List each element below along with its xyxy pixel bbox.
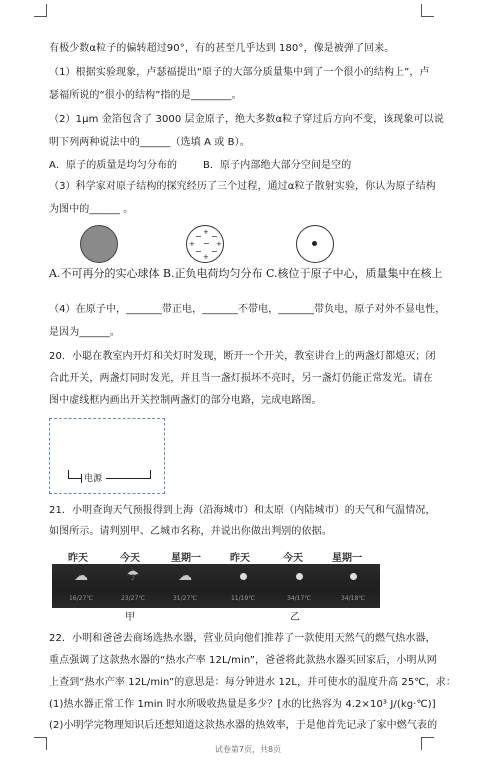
solid-sphere-model [80,225,118,263]
sun-icon [296,573,303,580]
temp-range: 34/18℃ [340,595,366,602]
day-label: 星期一 [171,553,201,564]
text-line: （4）在原子中，_______带正电，_______不带电，_______带负电，原子对外不显电性， [49,304,446,315]
text-line: (2)小明学完物理知识后还想知道这款热水器的热效率，于是他首先记录了家中燃气表的 [49,720,438,731]
circuit-dashed-box [49,418,165,494]
option-b: B．原子内部绝大部分空间是空的 [203,160,352,171]
text-line: （3）科学家对原子结构的探究经历了三个过程，通过α粒子散射实验，你认为原子结构 [49,181,436,192]
text-line: 上查到“热水产率 12L/min”的意思是：每分钟进水 12L，并可使水的温度升高 25℃，求： [49,677,456,688]
nuclear-model [296,225,334,263]
weather-cell [272,564,326,608]
text-line: (1)热水器正常工作 1min 时水所吸收热量是多少？[水的比热容为 4.2×10³ J/(kg·℃)] [49,699,436,710]
text-line: 有极少数α粒子的偏转超过90°，有的甚至几乎达到 180°，像是被弹了回来。 [49,43,395,54]
text-line: 合此开关，两盏灯同时发光，并且当一盏灯损坏不亮时，另一盏灯仍能正常发光。请在 [49,373,433,384]
text-line: 图中虚线框内画出开关控制两盏灯的部分电路，完成电路图。 [49,395,322,406]
text-line: （1）根据实验现象，卢瑟福提出“原子的大部分质量集中到了一个很小的结构上”，卢 [49,67,430,78]
text-line: 瑟福所说的“很小的结构”指的是________。 [49,90,242,101]
day-label: 今天 [120,553,140,564]
city-label-jia: 甲 [125,612,136,623]
wire [69,478,81,479]
page-footer: 试卷第7页，共8页 [214,745,282,754]
weather-cell [326,564,380,608]
model-options: A.不可再分的实心球体 B.正负电荷均匀分布 C.核位于原子中心，质量集中在核上 [49,267,443,280]
option-a: A．原子的质量是均匀分布的 [49,160,178,171]
text-line: 22．小明和爸爸去商场选热水器，营业员向他们推荐了一款使用天然气的燃气热水器， [49,633,436,644]
text-line: 为图中的______ 。 [49,204,134,215]
weather-cell [158,564,212,608]
day-label: 星期一 [332,553,362,564]
weather-cell [106,564,160,608]
wire [150,470,151,479]
day-label: 昨天 [230,553,250,564]
text-line: 21．小明查询天气预报得到上海（沿海城市）和太原（内陆城市）的天气和气温情况， [49,505,436,516]
sun-icon [240,573,247,580]
text-line: 20．小聪在教室内开灯和关灯时发现，断开一个开关，教室讲台上的两盏灯都熄灭；闭 [49,351,436,362]
sun-icon [350,573,357,580]
text-line: 明下列两种说法中的______（选填 A 或 B）。 [49,137,250,148]
weather-cell [216,564,270,608]
weather-forecast-image [52,564,380,608]
temp-range: 23/27℃ [120,595,146,602]
cloud-icon: ☁ [74,568,88,584]
cloud-icon: ☁ [178,568,192,584]
battery-plate [81,474,82,483]
nucleus-dot [312,241,317,246]
temp-range: 34/17℃ [286,595,312,602]
wire [106,478,150,479]
power-label: 电源 [84,474,103,484]
cloud-rain-icon: ☂ [126,568,140,584]
temp-range: 11/19℃ [230,595,256,602]
weather-cell [54,564,108,608]
crop-mark-top-left [34,4,47,17]
temp-range: 31/27℃ [172,595,198,602]
text-line: （2）1μm 金箔包含了 3000 层金原子，绝大多数α粒子穿过后方向不变，该现象可以说 [49,114,444,125]
day-label: 昨天 [68,553,88,564]
day-label: 今天 [283,553,303,564]
plum-pudding-model: + − − + − + − − + [186,225,224,263]
city-label-yi: 乙 [290,612,301,623]
text-line: 重点强调了这款热水器的“热水产率 12L/min”，爸爸将此款热水器买回家后，小明从网 [49,655,437,666]
temp-range: 16/27℃ [68,595,94,602]
text-line: 如图所示。请判别甲、乙城市名称，并说出你做出判别的依据。 [49,526,332,537]
crop-mark-top-right [421,4,434,17]
text-line: 是因为______。 [49,327,120,338]
